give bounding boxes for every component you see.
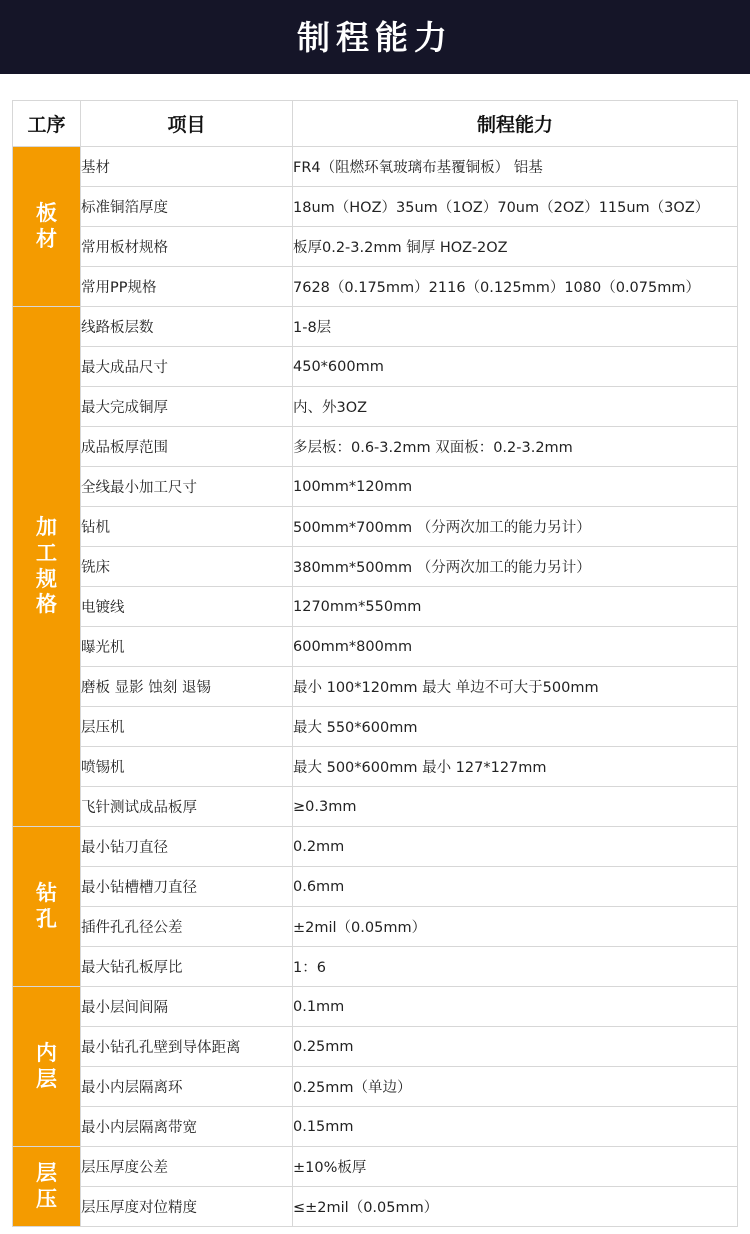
page-title: 制程能力 bbox=[297, 17, 453, 57]
table-row bbox=[13, 1107, 738, 1147]
category-cell-drilling bbox=[13, 827, 81, 987]
table-row bbox=[13, 1187, 738, 1227]
spec-table bbox=[12, 100, 738, 1227]
table-row bbox=[13, 187, 738, 227]
table-row bbox=[13, 1027, 738, 1067]
value-cell: 0.15mm bbox=[293, 1107, 738, 1147]
item-cell: 线路板层数 bbox=[81, 307, 293, 347]
table-row bbox=[13, 147, 738, 187]
value-cell: 最大 500*600mm 最小 127*127mm bbox=[293, 747, 738, 787]
item-cell: 最小内层隔离环 bbox=[81, 1067, 293, 1107]
table-row bbox=[13, 387, 738, 427]
table-body bbox=[13, 147, 738, 1227]
table-row bbox=[13, 627, 738, 667]
category-cell-lamination bbox=[13, 1147, 81, 1227]
item-cell: 喷锡机 bbox=[81, 747, 293, 787]
table-row bbox=[13, 827, 738, 867]
value-cell: FR4（阻燃环氧玻璃布基覆铜板） 铝基 bbox=[293, 147, 738, 187]
category-cell-innerlayer bbox=[13, 987, 81, 1147]
item-cell: 层压机 bbox=[81, 707, 293, 747]
value-cell: ±2mil（0.05mm） bbox=[293, 907, 738, 947]
value-cell: 1：6 bbox=[293, 947, 738, 987]
item-cell: 电镀线 bbox=[81, 587, 293, 627]
value-cell: 内、外3OZ bbox=[293, 387, 738, 427]
table-row bbox=[13, 667, 738, 707]
item-cell: 曝光机 bbox=[81, 627, 293, 667]
page-banner bbox=[0, 0, 750, 74]
value-cell: 0.2mm bbox=[293, 827, 738, 867]
item-cell: 基材 bbox=[81, 147, 293, 187]
header-item: 项目 bbox=[81, 101, 293, 147]
item-cell: 最小内层隔离带宽 bbox=[81, 1107, 293, 1147]
value-cell: 500mm*700mm （分两次加工的能力另计） bbox=[293, 507, 738, 547]
spec-table-container bbox=[0, 74, 750, 1227]
table-row bbox=[13, 347, 738, 387]
table-row bbox=[13, 227, 738, 267]
item-cell: 最小钻槽槽刀直径 bbox=[81, 867, 293, 907]
item-cell: 成品板厚范围 bbox=[81, 427, 293, 467]
value-cell: ≤±2mil（0.05mm） bbox=[293, 1187, 738, 1227]
item-cell: 铣床 bbox=[81, 547, 293, 587]
value-cell: 1-8层 bbox=[293, 307, 738, 347]
item-cell: 最小钻刀直径 bbox=[81, 827, 293, 867]
value-cell: ≥0.3mm bbox=[293, 787, 738, 827]
item-cell: 最大完成铜厚 bbox=[81, 387, 293, 427]
value-cell: ±10%板厚 bbox=[293, 1147, 738, 1187]
table-row bbox=[13, 747, 738, 787]
table-row bbox=[13, 1067, 738, 1107]
item-cell: 磨板 显影 蚀刻 退锡 bbox=[81, 667, 293, 707]
item-cell: 最小钻孔孔壁到导体距离 bbox=[81, 1027, 293, 1067]
item-cell: 常用PP规格 bbox=[81, 267, 293, 307]
table-header-row bbox=[13, 101, 738, 147]
value-cell: 0.1mm bbox=[293, 987, 738, 1027]
value-cell: 1270mm*550mm bbox=[293, 587, 738, 627]
value-cell: 多层板：0.6-3.2mm 双面板：0.2-3.2mm bbox=[293, 427, 738, 467]
table-row bbox=[13, 947, 738, 987]
item-cell: 常用板材规格 bbox=[81, 227, 293, 267]
value-cell: 18um（HOZ）35um（1OZ）70um（2OZ）115um（3OZ） bbox=[293, 187, 738, 227]
table-row bbox=[13, 867, 738, 907]
value-cell: 0.6mm bbox=[293, 867, 738, 907]
table-row bbox=[13, 507, 738, 547]
table-row bbox=[13, 987, 738, 1027]
item-cell: 层压厚度对位精度 bbox=[81, 1187, 293, 1227]
item-cell: 插件孔孔径公差 bbox=[81, 907, 293, 947]
table-row bbox=[13, 787, 738, 827]
value-cell: 450*600mm bbox=[293, 347, 738, 387]
table-row bbox=[13, 1147, 738, 1187]
table-row bbox=[13, 427, 738, 467]
table-row bbox=[13, 547, 738, 587]
table-row bbox=[13, 587, 738, 627]
category-label: 层压 bbox=[36, 1160, 57, 1211]
table-header bbox=[13, 101, 738, 147]
header-capability: 制程能力 bbox=[293, 101, 738, 147]
value-cell: 100mm*120mm bbox=[293, 467, 738, 507]
value-cell: 最小 100*120mm 最大 单边不可大于500mm bbox=[293, 667, 738, 707]
category-label: 板材 bbox=[36, 200, 57, 251]
table-row bbox=[13, 707, 738, 747]
value-cell: 0.25mm bbox=[293, 1027, 738, 1067]
table-row bbox=[13, 307, 738, 347]
category-label: 钻孔 bbox=[36, 880, 57, 931]
item-cell: 钻机 bbox=[81, 507, 293, 547]
item-cell: 飞针测试成品板厚 bbox=[81, 787, 293, 827]
value-cell: 0.25mm（单边） bbox=[293, 1067, 738, 1107]
category-label: 内层 bbox=[36, 1040, 57, 1091]
category-cell-processing bbox=[13, 307, 81, 827]
value-cell: 380mm*500mm （分两次加工的能力另计） bbox=[293, 547, 738, 587]
table-row bbox=[13, 467, 738, 507]
item-cell: 全线最小加工尺寸 bbox=[81, 467, 293, 507]
category-cell-boardmaterial bbox=[13, 147, 81, 307]
value-cell: 600mm*800mm bbox=[293, 627, 738, 667]
item-cell: 标准铜箔厚度 bbox=[81, 187, 293, 227]
item-cell: 层压厚度公差 bbox=[81, 1147, 293, 1187]
table-row bbox=[13, 267, 738, 307]
item-cell: 最大钻孔板厚比 bbox=[81, 947, 293, 987]
value-cell: 最大 550*600mm bbox=[293, 707, 738, 747]
value-cell: 7628（0.175mm）2116（0.125mm）1080（0.075mm） bbox=[293, 267, 738, 307]
item-cell: 最大成品尺寸 bbox=[81, 347, 293, 387]
table-row bbox=[13, 907, 738, 947]
item-cell: 最小层间间隔 bbox=[81, 987, 293, 1027]
header-process: 工序 bbox=[13, 101, 81, 147]
category-label: 加工规格 bbox=[36, 515, 57, 617]
value-cell: 板厚0.2-3.2mm 铜厚 HOZ-2OZ bbox=[293, 227, 738, 267]
